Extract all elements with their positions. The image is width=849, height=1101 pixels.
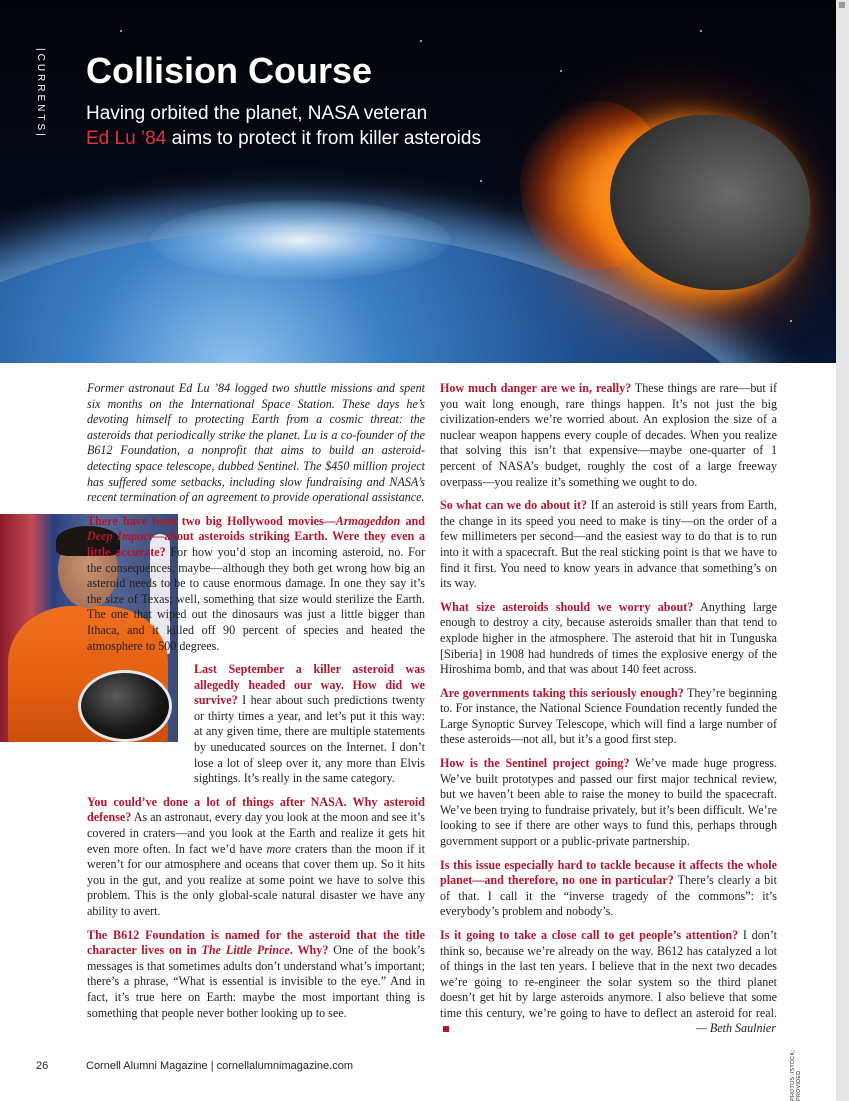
question: Last September a killer asteroid was allegedly headed our way. How did we survive? (194, 662, 425, 708)
qa-item (440, 858, 777, 920)
qa-item (87, 928, 425, 1022)
answer: There’s clearly a bit of that. I call it the “inverse tragedy of the commons”: it’s everybody’s problem and nobody’s. (440, 873, 777, 919)
answer: I hear about such predictions twenty or thirty times a year, and let’s put it this way: at any given time, there are multiple statements by uneducated sources on the Internet. I don’t lose a lot of sleep over it, any more than Elvis sightings. It’s really in the same category. (194, 693, 425, 786)
answer: They’re beginning to. For instance, the National Science Foundation recently funded the Large Synoptic Survey Telescope, which will find a large number of these asteroids—not all, but it’s a good first step. (440, 685, 778, 747)
question: Is this issue especially hard to tackle because it affects the whole planet—and therefore, no one in particular? (440, 857, 777, 888)
page-number: 26 (36, 1060, 49, 1072)
answer-text: craters than the moon if it weren’t for our atmosphere and oceans that cover them up. So it hits you in the gut, and you realize at some point we have to solve this problem. This is the only global-scale natural disaster we have any ability to avert. (87, 841, 425, 918)
hero-image (0, 0, 836, 363)
article-intro: Former astronaut Ed Lu ’84 logged two shuttle missions and spent six months on the International Space Station. These days he’s devoting himself to protecting Earth from a cosmic threat: the asteroids that periodically strike the planet. Lu is a co-founder of the B612 Foundation, a nonprofit that aims to build an asteroid-detecting space telescope, dubbed Sentinel. The $450 million project has suffered some setbacks, including slow fundraising and NASA’s recent termination of an agreement to provide operational assistance. (87, 381, 425, 505)
star-decoration (560, 70, 562, 72)
question: So what can we do about it? (440, 498, 588, 513)
answer: We’ve made huge progress. We’ve built prototypes and passed our first major technical review, but we haven’t been able to raise the money to build the spacecraft. We’ve been trying to fundraise privately, but it’s been difficult. We’re looking to see if there are other ways to fund this, perhaps through government support or a public-private partnership. (440, 756, 778, 849)
byline: — Beth Saulnier (696, 1021, 776, 1035)
subtitle-line1: Having orbited the planet, NASA veteran (86, 103, 428, 124)
answer: For how you’d stop an incoming asteroid, no. For the consequences, maybe—although they both get wrong how big an asteroid needs to be to cause enormous damage. In one they say it’s the size of Texas; well, something that size would sterilize the Earth. The one that wiped out the dinosaurs was just a little bigger than Ithaca, and it killed off 90 percent of species and heated the atmosphere to 500 degrees. (87, 544, 425, 653)
right-column (440, 381, 777, 1045)
article-title: Collision Course (86, 50, 373, 91)
question: Are governments taking this seriously enough? (440, 685, 684, 700)
answer: These things are rare—but if you wait long enough, rare things happen. It’s not just the big civilization-enders we’re worried about. An explosion the size of a nuclear weapon happens every couple of decades. When you realize that solving this isn’t that expensive—maybe one-quarter of 1 percent of NASA’s budget, roughly the cost of a large freeway overpass—you realize it’s something we ought to do. (440, 381, 777, 489)
question-text: There have been two big Hollywood movies— (87, 513, 336, 528)
asteroid-illustration (610, 115, 810, 290)
star-decoration (700, 30, 702, 32)
qa-item (440, 498, 777, 592)
qa-item (87, 662, 425, 787)
subtitle-name: Ed Lu ’84 (86, 128, 167, 149)
qa-item (440, 600, 777, 678)
movie-title: Deep Impact (87, 529, 153, 544)
end-of-story-square-icon (443, 1026, 449, 1032)
qa-item (87, 795, 425, 920)
qa-item (440, 756, 777, 850)
footer-magazine-name: Cornell Alumni Magazine | cornellalumnimagazine.com (86, 1060, 353, 1072)
answer: One of the book’s messages is that sometimes adults don’t understand what’s important; there’s a phrase, “What is essential is invisible to the eye.” And in fact, it’s true here on Earth: maybe the most important thing is something that people never bother looking up to see. (87, 943, 425, 1020)
answer: Anything large enough to destroy a city, because asteroids smaller than that tend to explode higher in the atmosphere. The asteroid that hit in Tunguska [Siberia] in 1908 had hundreds of times the explosive energy of the Hiroshima bomb, and that was about 140 feet across. (440, 599, 777, 677)
answer-text: As an astronaut, every day you look at the moon and see it’s covered in craters—and you look at the Earth and realize it gets hit even more often. In fact we’d have (87, 810, 425, 856)
scrollbar-thumb[interactable] (839, 2, 845, 8)
star-decoration (420, 40, 422, 42)
section-tag: |CURRENTS| (35, 48, 46, 139)
question-text: The B612 Foundation is named for the asteroid that the title character lives on in (87, 927, 425, 958)
star-decoration (790, 320, 792, 322)
vertical-scrollbar[interactable] (836, 0, 849, 1101)
book-title: The Little Prince (201, 943, 290, 958)
question-text: . Why? (289, 943, 329, 958)
qa-item (87, 514, 425, 654)
question: What size asteroids should we worry about? (440, 599, 694, 614)
question-text: —about asteroids striking Earth. Were they even a little accurate? (87, 529, 425, 559)
qa-item (440, 381, 777, 490)
atmosphere-glow (150, 200, 450, 280)
subtitle-rest: aims to protect it from killer asteroids (166, 128, 481, 149)
answer: I don’t think so, because we’re already on the way. B612 has catalyzed a lot of things in the last ten years. I believe that in the next two decades we’re going to re-engineer the solar system so the third planet doesn’t get hit by large asteroids anymore. I also believe that some time this century, we’re going to have to deflect an asteroid for real. (440, 928, 777, 1020)
star-decoration (480, 180, 482, 182)
article-subtitle (86, 101, 481, 151)
qa-item (440, 686, 777, 748)
answer-emphasis: more (266, 841, 291, 856)
question: How much danger are we in, really? (440, 381, 632, 395)
left-column (87, 381, 425, 1029)
question: You could’ve done a lot of things after NASA. Why asteroid defense? (87, 794, 425, 825)
photo-credit: PHOTOS: ISTOCK; PROVIDED (790, 1049, 802, 1101)
star-decoration (120, 30, 122, 32)
question: Is it going to take a close call to get people’s attention? (440, 928, 739, 942)
answer: If an asteroid is still years from Earth, the change in its speed you need to make is tiny—on the order of a few millimeters per second—and the easiest way to do that is to run into it with a spacecraft. But the real sticking point is that we have to find it first. You need to know years in advance that something’s on its way. (440, 498, 777, 591)
question: How is the Sentinel project going? (440, 756, 630, 771)
question-text: and (400, 513, 425, 528)
movie-title: Armageddon (335, 513, 401, 528)
